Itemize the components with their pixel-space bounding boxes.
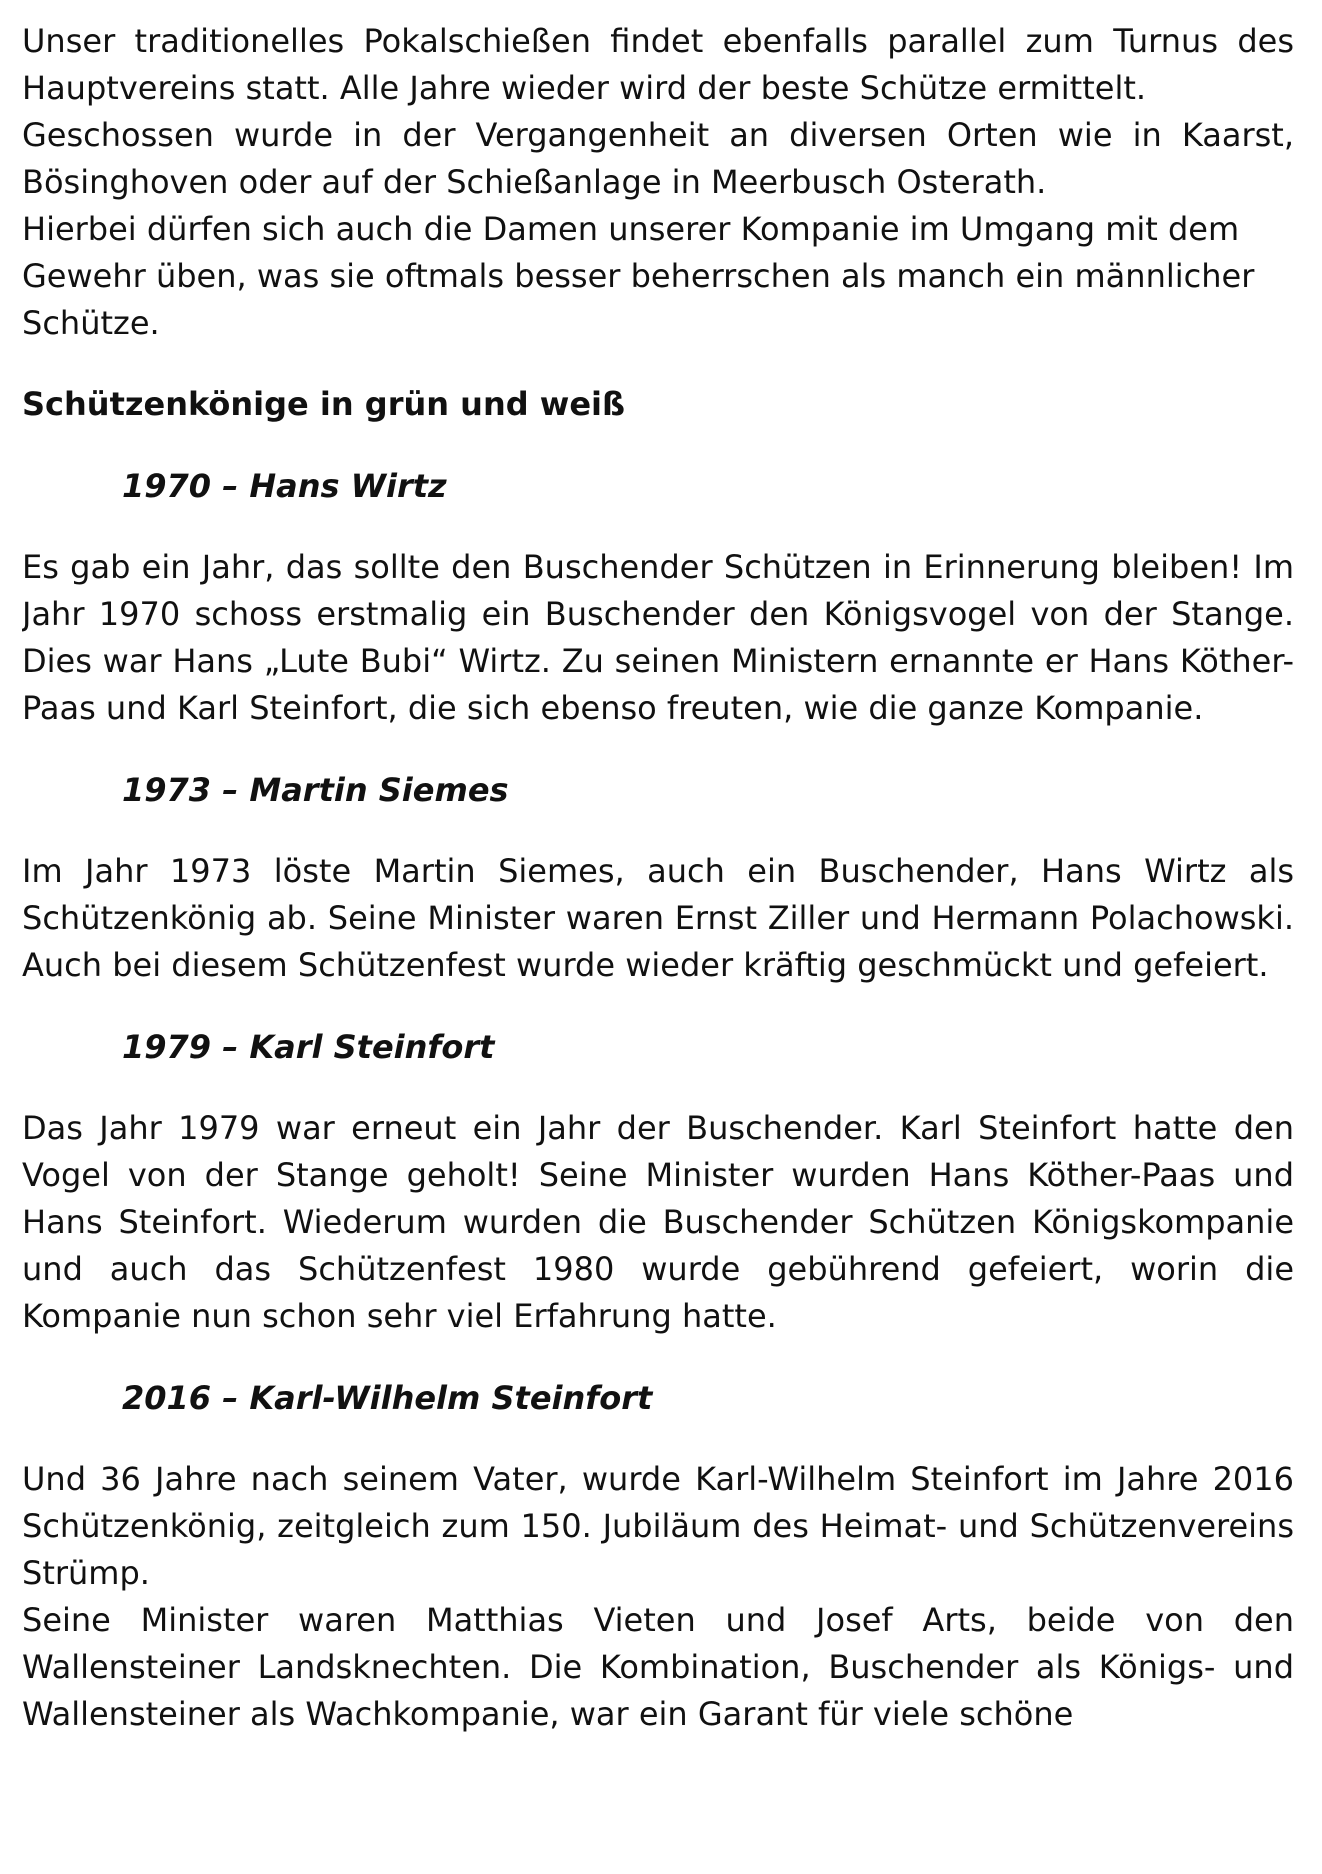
king-paragraph-1973: Im Jahr 1973 löste Martin Siemes, auch ein Buschender, Hans Wirtz als Schützenkönig ab. Seine Minister waren Ernst Ziller und Hermann Polachowski. Auch bei diesem Schützenfest wurde wieder kräftig geschmückt und gefeiert. xyxy=(22,852,1294,984)
section-title: Schützenkönige in grün und weiß xyxy=(22,385,626,423)
king-paragraph-2016: Und 36 Jahre nach seinem Vater, wurde Karl-Wilhelm Steinfort im Jahre 2016 Schützenkönig, zeitgleich zum 150. Jubiläum des Heimat- und Schützenvereins Strümp. xyxy=(22,1460,1294,1592)
intro-paragraph-3: Hierbei dürfen sich auch die Damen unserer Kompanie im Umgang mit dem Gewehr üben, was sie oftmals besser beherrschen als manch ein männlicher Schütze. xyxy=(22,210,1255,342)
king-heading-1970: 1970 – Hans Wirtz xyxy=(122,467,447,505)
intro-paragraph-1: Unser traditionelles Pokalschießen findet ebenfalls parallel zum Turnus des Hauptvereins statt. Alle Jahre wieder wird der beste Schütze ermittelt. xyxy=(22,22,1294,107)
intro-paragraph-2: Geschossen wurde in der Vergangenheit an diversen Orten wie in Kaarst, Bösinghoven oder auf der Schießanlage in Meerbusch Osterath. xyxy=(22,116,1294,201)
king-paragraph-1979: Das Jahr 1979 war erneut ein Jahr der Buschender. Karl Steinfort hatte den Vogel von der Stange geholt! Seine Minister wurden Hans Köther-Paas und Hans Steinfort. Wiederum wurden die Buschender Schützen Königskompanie und auch das Schützenfest 1980 wurde gebührend gefeiert, worin die Kompanie nun schon sehr viel Erfahrung hatte. xyxy=(22,1109,1294,1335)
king-paragraph-2016-continued: Seine Minister waren Matthias Vieten und Josef Arts, beide von den Wallensteiner Landsknechten. Die Kombination, Buschender als Königs- und Wallensteiner als Wachkompanie, war ein Garant für viele schöne xyxy=(22,1601,1294,1733)
king-heading-1979: 1979 – Karl Steinfort xyxy=(122,1028,495,1066)
document-page xyxy=(22,18,1294,1874)
king-heading-1973: 1973 – Martin Siemes xyxy=(122,771,509,809)
king-paragraph-1970: Es gab ein Jahr, das sollte den Buschender Schützen in Erinnerung bleiben! Im Jahr 1970 schoss erstmalig ein Buschender den Königsvogel von der Stange. Dies war Hans „Lute Bubi“ Wirtz. Zu seinen Ministern ernannte er Hans Köther-Paas und Karl Steinfort, die sich ebenso freuten, wie die ganze Kompanie. xyxy=(22,548,1294,727)
king-heading-2016: 2016 – Karl-Wilhelm Steinfort xyxy=(122,1379,653,1417)
